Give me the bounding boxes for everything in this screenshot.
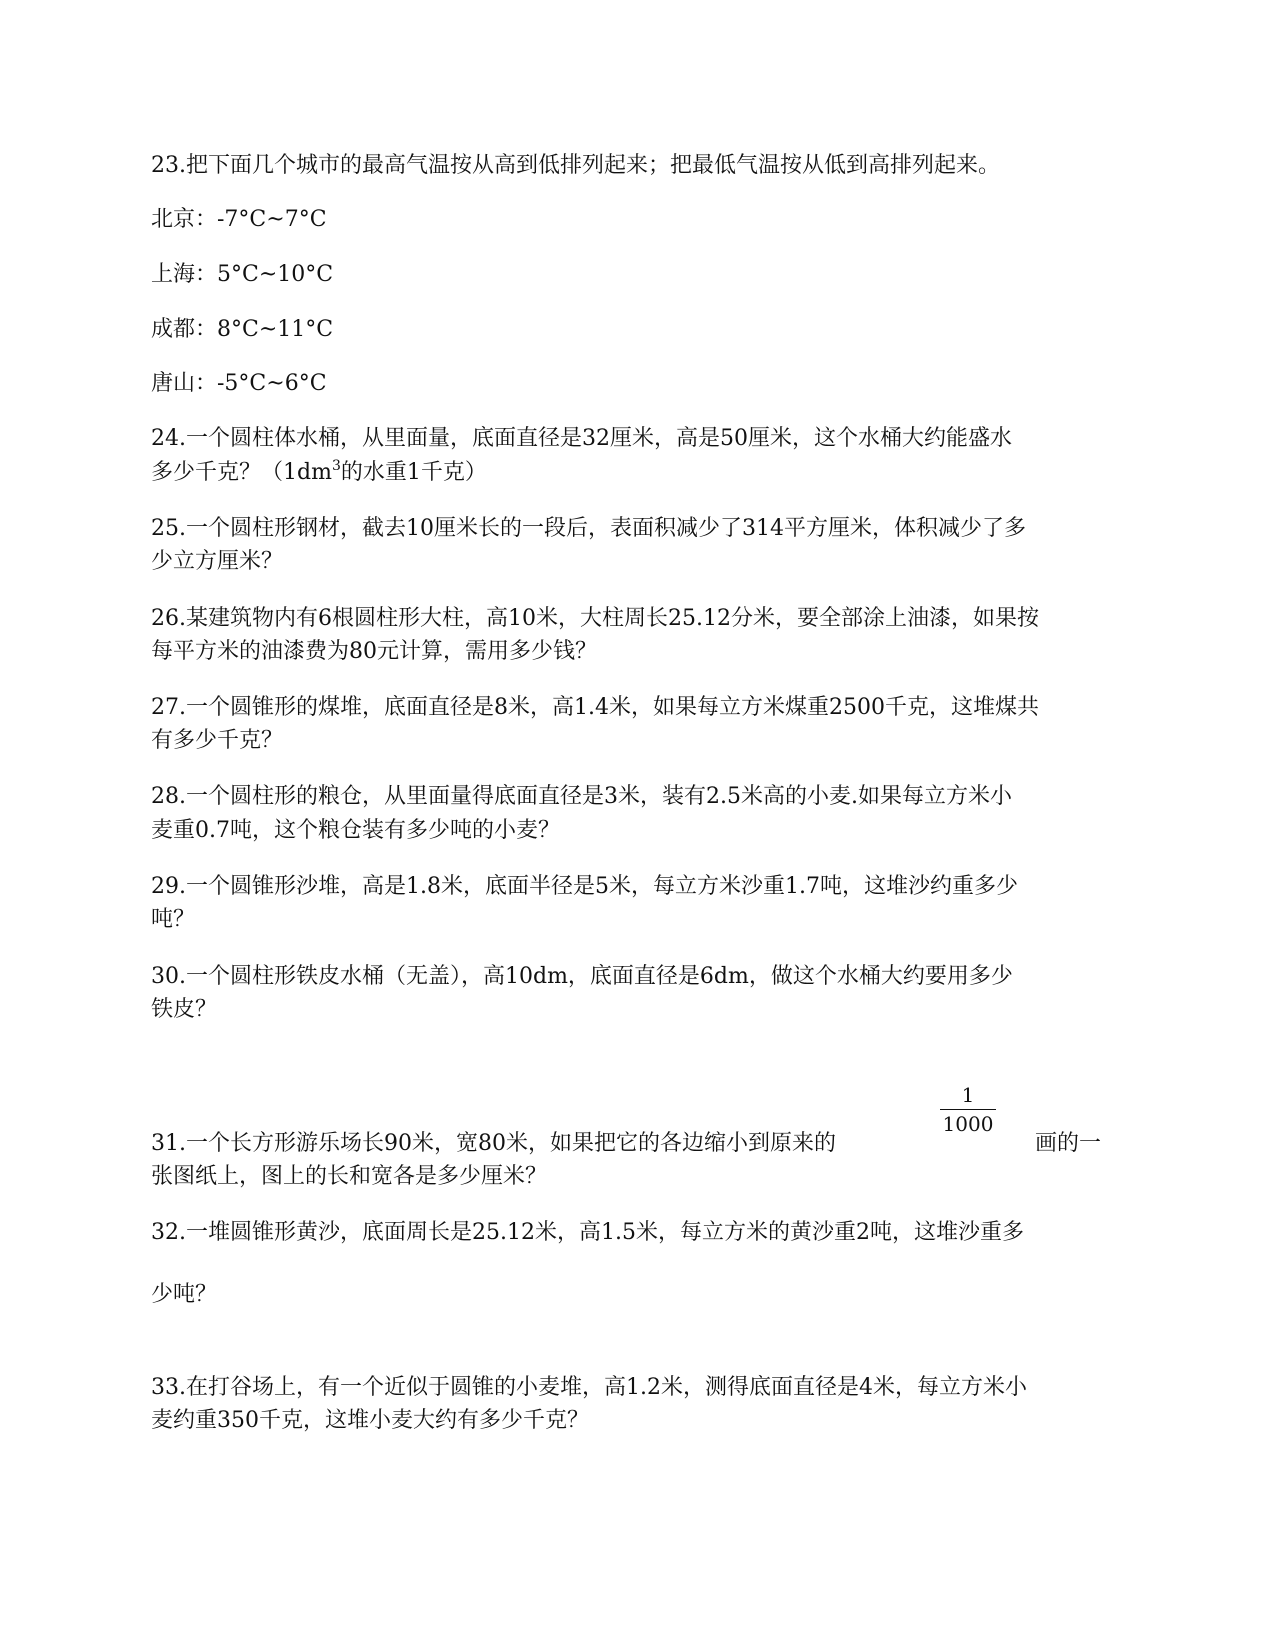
question-25-line2: 少立方厘米？ [151, 549, 284, 574]
city-shanghai: 上海：5°C~10°C [151, 262, 334, 287]
city-tangshan: 唐山：-5°C~6°C [151, 371, 327, 396]
question-33-line1: 33.在打谷场上，有一个近似于圆锥的小麦堆，高1.2米，测得底面直径是4米，每立方米小 [151, 1375, 1027, 1400]
question-24-line2-a: 多少千克？（1dm [151, 460, 332, 485]
question-26-line1: 26.某建筑物内有6根圆柱形大柱，高10米，大柱周长25.12分米，要全部涂上油漆，如果按 [151, 606, 1039, 631]
question-27-line1: 27.一个圆锥形的煤堆，底面直径是8米，高1.4米，如果每立方米煤重2500千克，这堆煤共 [151, 695, 1039, 720]
question-31-line1: 31.一个长方形游乐场长90米，宽80米，如果把它的各边缩小到原来的 [151, 1131, 836, 1156]
question-24-line1: 24.一个圆柱体水桶，从里面量，底面直径是32厘米，高是50厘米，这个水桶大约能盛水 [151, 426, 1012, 451]
question-28-line1: 28.一个圆柱形的粮仓，从里面量得底面直径是3米，装有2.5米高的小麦.如果每立方米小 [151, 784, 1012, 809]
question-31-line2: 张图纸上，图上的长和宽各是多少厘米？ [151, 1164, 548, 1189]
fraction-one-thousandth [940, 1082, 996, 1137]
question-32-line2: 少吨？ [151, 1282, 218, 1307]
question-29-line2: 吨？ [151, 907, 196, 932]
question-30-line1: 30.一个圆柱形铁皮水桶（无盖），高10dm，底面直径是6dm，做这个水桶大约要用多少 [151, 964, 1013, 989]
question-25-line1: 25.一个圆柱形钢材，截去10厘米长的一段后，表面积减少了314平方厘米，体积减少了多 [151, 516, 1026, 541]
city-beijing: 北京：-7°C~7°C [151, 207, 327, 232]
question-27-line2: 有多少千克？ [151, 728, 284, 753]
question-24-line2-b: 的水重1千克） [340, 460, 487, 485]
question-29-line1: 29.一个圆锥形沙堆，高是1.8米，底面半径是5米，每立方米沙重1.7吨，这堆沙约重多少 [151, 874, 1018, 899]
fraction-denominator: 1000 [942, 1112, 994, 1136]
city-chengdu: 成都：8°C~11°C [151, 317, 334, 342]
fraction-numerator: 1 [940, 1082, 996, 1110]
question-26-line2: 每平方米的油漆费为80元计算，需用多少钱？ [151, 639, 597, 664]
question-33-line2: 麦约重350千克，这堆小麦大约有多少千克？ [151, 1408, 589, 1433]
question-23-text: 23.把下面几个城市的最高气温按从高到低排列起来；把最低气温按从低到高排列起来。 [151, 153, 1000, 178]
question-30-line2: 铁皮？ [151, 997, 218, 1022]
question-32-line1: 32.一堆圆锥形黄沙，底面周长是25.12米，高1.5米，每立方米的黄沙重2吨，这堆沙重多 [151, 1220, 1024, 1245]
question-24-line2 [151, 457, 487, 489]
question-31-line1-end: 画的一 [1035, 1131, 1102, 1156]
question-28-line2: 麦重0.7吨，这个粮仓装有多少吨的小麦？ [151, 818, 560, 843]
superscript-3: 3 [331, 458, 341, 474]
